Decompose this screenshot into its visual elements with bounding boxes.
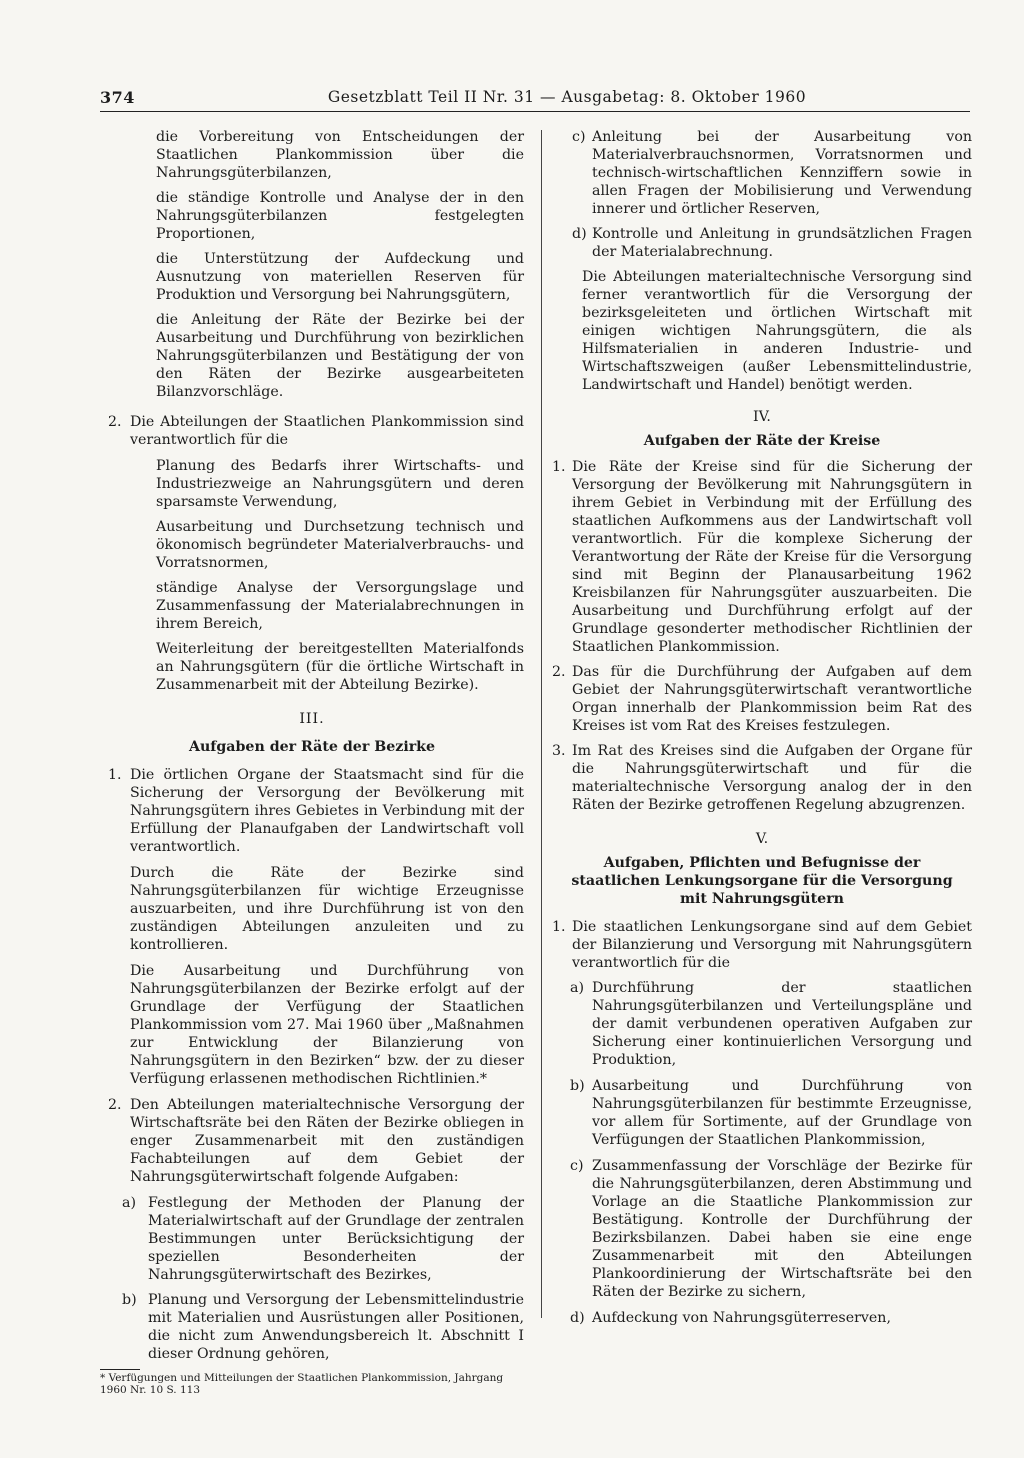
item-text: Die staatlichen Lenkungsorgane sind auf dem Gebiet der Bilanzierung und Versorgung mit Nahrungsgütern verantwortlich für die bbox=[572, 919, 972, 971]
lettered-item bbox=[552, 225, 972, 261]
item-text: Ausarbeitung und Durchführung von Nahrungsgüterbilanzen für bestimmte Erzeugnisse, vor allem für Sortimente, auf der Grundlage von Verfügungen der Staatlichen Plankommission, bbox=[592, 1078, 972, 1148]
paragraph: die Unterstützung der Aufdeckung und Ausnutzung von materiellen Reserven für Produktion und Versorgung bei Nahrungsgütern, bbox=[156, 251, 524, 303]
section-number: V. bbox=[755, 831, 769, 847]
item-text: Aufdeckung von Nahrungsgüterreserven, bbox=[592, 1310, 891, 1326]
item-letter: d) bbox=[570, 1310, 585, 1326]
paragraph: Durch die Räte der Bezirke sind Nahrungsgüterbilanzen für wichtige Erzeugnisse auszuarbeiten, und ihre Durchführung ist von den zuständigen Abteilungen anzuleiten und zu kontrollieren. bbox=[130, 865, 524, 953]
item-number: 1. bbox=[552, 459, 566, 475]
item-number: 1. bbox=[552, 919, 566, 935]
item-text: Die Räte der Kreise sind für die Sicherung der Versorgung der Bevölkerung mit Nahrungsgütern in ihrem Gebiet in Verbindung mit der Erfüllung des staatlichen Aufkommens aus der Landwirtschaft voll verantwortlich. Für die komplexe Sicherung der Verantwortung der Räte der Kreise für die Versorgung sind mit Beginn der Planausarbeitung 1962 Kreisbilanzen für Nahrungsgüter auszuarbeiten. Die Ausarbeitung und Durchführung erfolgt auf der Grundlage gesonderter methodischer Richtlinien der Staatlichen Plankommission. bbox=[572, 459, 972, 655]
item-letter: b) bbox=[122, 1292, 137, 1308]
lettered-item bbox=[552, 1077, 972, 1149]
numbered-item bbox=[100, 766, 524, 856]
item-text: Die örtlichen Organe der Staatsmacht sind für die Sicherung der Versorgung der Bevölkerung mit Nahrungsgütern ihres Gebietes in Verbindung mit der Erfüllung der Planaufgaben der Landwirtschaft voll verantwortlich. bbox=[130, 767, 524, 855]
right-column bbox=[552, 128, 972, 1335]
lettered-item bbox=[100, 1194, 524, 1284]
item-text: Den Abteilungen materialtechnische Versorgung der Wirtschaftsräte bei den Räten der Bezirke obliegen in enger Zusammenarbeit mit den zuständigen Fachabteilungen auf dem Gebiet der Nahrungsgüterwirtschaft folgende Aufgaben: bbox=[130, 1097, 524, 1185]
numbered-item bbox=[100, 1096, 524, 1186]
numbered-item bbox=[552, 918, 972, 972]
footnote-rule bbox=[100, 1369, 140, 1370]
item-text: Zusammenfassung der Vorschläge der Bezirke für die Nahrungsgüterbilanzen, deren Abstimmung und Vorlage an die Staatliche Plankommission zur Bestätigung. Kontrolle der Durchführung der Bezirksbilanzen. Dabei haben sie eine enge Zusammenarbeit mit den Abteilungen Plankoordinierung der Wirtschaftsräte bei den Räten der Bezirke zu sichern, bbox=[592, 1158, 972, 1300]
section-title: Aufgaben, Pflichten und Befugnisse der staatlichen Lenkungsorgane für die Versorgung mit Nahrungsgütern bbox=[571, 855, 953, 907]
paragraph: Weiterleitung der bereitgestellten Materialfonds an Nahrungsgütern (für die örtliche Wirtschaft in Zusammenarbeit mit der Abteilung Bezirke). bbox=[156, 641, 524, 693]
paragraph: die Vorbereitung von Entscheidungen der Staatlichen Plankommission über die Nahrungsgüterbilanzen, bbox=[156, 129, 524, 181]
left-column bbox=[100, 128, 524, 1396]
paragraph: Planung des Bedarfs ihrer Wirtschafts- und Industriezweige an Nahrungsgütern und deren sparsamste Verwendung, bbox=[156, 458, 524, 510]
item-text: Im Rat des Kreises sind die Aufgaben der Organe für die Nahrungsgüterwirtschaft und für die materialtechnische Versorgung analog der in den Räten der Bezirke getroffenen Regelung abzugrenzen. bbox=[572, 743, 972, 813]
item-letter: c) bbox=[572, 129, 586, 145]
numbered-item bbox=[552, 458, 972, 656]
item-text: Durchführung der staatlichen Nahrungsgüterbilanzen und Verteilungspläne und der damit verbundenen operativen Aufgaben zur Sicherung einer kontinuierlichen Versorgung und Produktion, bbox=[592, 980, 972, 1068]
section-number: IV. bbox=[753, 409, 771, 425]
paragraph: Die Abteilungen materialtechnische Versorgung sind ferner verantwortlich für die Versorgung der bezirksgeleiteten und örtlichen Wirtschaft mit einigen wichtigen Nahrungsgütern, die als Hilfsmaterialien in anderen Industrie- und Wirtschaftszweigen (außer Lebensmittelindustrie, Landwirtschaft und Handel) benötigt werden. bbox=[582, 269, 972, 393]
item-letter: c) bbox=[570, 1158, 584, 1174]
item-letter: d) bbox=[572, 226, 587, 242]
section-number: III. bbox=[299, 711, 325, 727]
item-number: 2. bbox=[552, 664, 566, 680]
page-number: 374 bbox=[100, 88, 135, 107]
item-text: Kontrolle und Anleitung in grundsätzlichen Fragen der Materialabrechnung. bbox=[592, 226, 972, 260]
paragraph: die ständige Kontrolle und Analyse der in den Nahrungsgüterbilanzen festgelegten Proportionen, bbox=[156, 190, 524, 242]
column-divider bbox=[541, 130, 542, 1318]
paragraph: die Anleitung der Räte der Bezirke bei der Ausarbeitung und Durchführung von bezirklichen Nahrungsgüterbilanzen und Bestätigung der von den Räten der Bezirke ausgearbeiteten Bilanzvorschläge. bbox=[156, 312, 524, 400]
lettered-item bbox=[552, 1157, 972, 1301]
lettered-item bbox=[552, 979, 972, 1069]
paragraph: ständige Analyse der Versorgungslage und Zusammenfassung der Materialabrechnungen in ihrem Bereich, bbox=[156, 580, 524, 632]
item-letter: b) bbox=[570, 1078, 585, 1094]
item-text: Das für die Durchführung der Aufgaben auf dem Gebiet der Nahrungsgüterwirtschaft verantwortliche Organ innerhalb der Plankommission beim Rat des Kreises ist vom Rat des Kreises festzulegen. bbox=[572, 664, 972, 734]
numbered-item bbox=[552, 663, 972, 735]
item-number: 3. bbox=[552, 743, 566, 759]
page-header-title: Gesetzblatt Teil II Nr. 31 — Ausgabetag: 8. Oktober 1960 bbox=[327, 88, 807, 106]
lettered-item bbox=[552, 1309, 972, 1327]
footnote: * Verfügungen und Mitteilungen der Staatlichen Plankommission, Jahrgang 1960 Nr. 10 S. 113 bbox=[100, 1372, 504, 1396]
item-letter: a) bbox=[570, 980, 584, 996]
item-letter: a) bbox=[122, 1195, 136, 1211]
lettered-item bbox=[552, 128, 972, 218]
lettered-item bbox=[100, 1291, 524, 1363]
header-rule bbox=[100, 111, 970, 112]
item-text: Planung und Versorgung der Lebensmittelindustrie mit Materialien und Ausrüstungen aller Positionen, die nicht zum Anwendungsbereich lt. Abschnitt I dieser Ordnung gehören, bbox=[148, 1292, 524, 1362]
item-number: 2. bbox=[108, 414, 122, 430]
item-text: Anleitung bei der Ausarbeitung von Materialverbrauchsnormen, Vorratsnormen und technisch-wirtschaftlichen Kennziffern sowie in allen Fragen der Mobilisierung und Verwendung innerer und örtlicher Reserven, bbox=[592, 129, 972, 217]
item-text: Die Abteilungen der Staatlichen Plankommission sind verantwortlich für die bbox=[130, 414, 524, 448]
paragraph: Ausarbeitung und Durchsetzung technisch und ökonomisch begründeter Materialverbrauchs- und Vorratsnormen, bbox=[156, 519, 524, 571]
item-text: Festlegung der Methoden der Planung der Materialwirtschaft auf der Grundlage der zentralen Bestimmungen unter Berücksichtigung der speziellen Besonderheiten der Nahrungsgüterwirtschaft des Bezirkes, bbox=[148, 1195, 524, 1283]
numbered-item bbox=[552, 742, 972, 814]
section-title: Aufgaben der Räte der Bezirke bbox=[188, 739, 436, 755]
paragraph: Die Ausarbeitung und Durchführung von Nahrungsgüterbilanzen der Bezirke erfolgt auf der Grundlage der Verfügung der Staatlichen Plankommission vom 27. Mai 1960 über „Maßnahmen zur Entwicklung der Bilanzierung von Nahrungsgütern in den Bezirken“ bzw. der zu dieser Verfügung erlassenen methodischen Richtlinien.* bbox=[130, 963, 524, 1087]
item-number: 1. bbox=[108, 767, 122, 783]
section-title: Aufgaben der Räte der Kreise bbox=[643, 433, 881, 449]
item-number: 2. bbox=[108, 1097, 122, 1113]
numbered-item bbox=[100, 413, 524, 449]
